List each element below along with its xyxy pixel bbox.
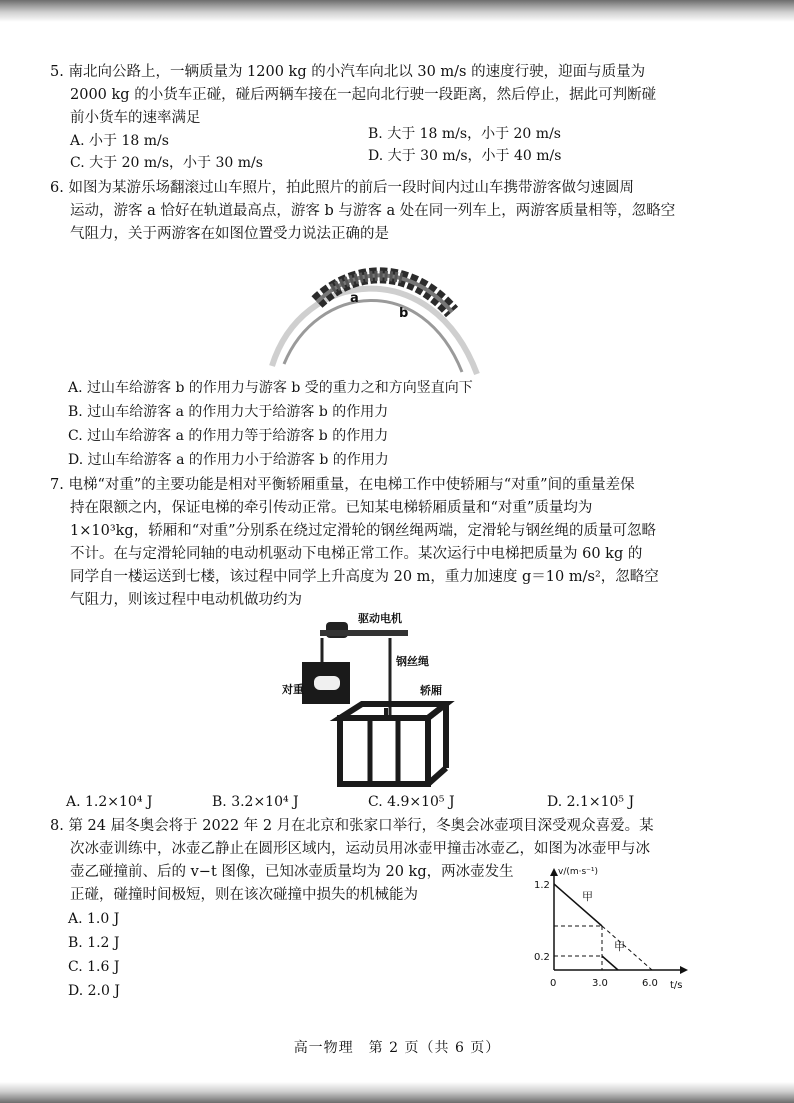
- rider-b-label: b: [399, 306, 409, 321]
- vt-xlabel: t/s: [670, 980, 683, 991]
- page-footer: 高一物理 第 2 页（共 6 页）: [293, 1040, 501, 1056]
- vt-series-label-after: 甲: [614, 940, 625, 953]
- q8-line-1: 8. 第 24 届冬奥会将于 2022 年 2 月在北京和张家口举行，冬奥会冰壶项目深受观众喜爱。某: [50, 818, 654, 834]
- q5-option-c[interactable]: C. 大于 20 m/s，小于 30 m/s: [70, 155, 263, 171]
- rope-label: 钢丝绳: [396, 655, 429, 668]
- vt-xtick-3: 3.0: [592, 978, 608, 989]
- vt-series-label-before: 甲: [582, 890, 593, 903]
- q6-option-a[interactable]: A. 过山车给游客 b 的作用力与游客 b 受的重力之和方向竖直向下: [68, 380, 473, 396]
- motor-label: 驱动电机: [358, 612, 402, 625]
- q8-option-c[interactable]: C. 1.6 J: [68, 959, 120, 975]
- q7-option-a[interactable]: A. 1.2×10⁴ J: [66, 794, 153, 810]
- q6-option-d[interactable]: D. 过山车给游客 a 的作用力小于给游客 b 的作用力: [68, 452, 389, 468]
- rollercoaster-photo: [262, 244, 484, 376]
- q8-option-d[interactable]: D. 2.0 J: [68, 983, 120, 999]
- q7-option-d[interactable]: D. 2.1×10⁵ J: [547, 794, 635, 810]
- vt-ytick-1-2: 1.2: [534, 880, 550, 891]
- counterweight-label: 对重: [282, 683, 304, 696]
- vt-graph: [530, 862, 690, 994]
- q8-line-3: 壶乙碰撞前、后的 v−t 图像，已知冰壶质量均为 20 kg，两冰壶发生: [70, 864, 514, 880]
- q6-line-3: 气阻力，关于两游客在如图位置受力说法正确的是: [70, 226, 389, 242]
- q7-line-6: 气阻力，则该过程中电动机做功约为: [70, 592, 302, 608]
- q7-line-5: 同学自一楼运送到七楼，该过程中同学上升高度为 20 m，重力加速度 g＝10 m/s²，忽略空: [70, 569, 659, 585]
- q7-line-2: 持在限额之内，保证电梯的牵引传动正常。已知某电梯轿厢质量和“对重”质量均为: [70, 500, 593, 516]
- q5-line-1: 5. 南北向公路上，一辆质量为 1200 kg 的小汽车向北以 30 m/s 的速度行驶，迎面与质量为: [50, 64, 646, 80]
- q8-option-b[interactable]: B. 1.2 J: [68, 935, 120, 951]
- q8-option-a[interactable]: A. 1.0 J: [68, 911, 120, 927]
- q8-line-2: 次冰壶训练中，冰壶乙静止在圆形区域内，运动员用冰壶甲撞击冰壶乙，如图为冰壶甲与冰: [70, 841, 650, 857]
- q6-option-c[interactable]: C. 过山车给游客 a 的作用力等于给游客 b 的作用力: [68, 428, 389, 444]
- q7-line-1: 7. 电梯“对重”的主要功能是相对平衡轿厢重量，在电梯工作中使轿厢与“对重”间的重量差保: [50, 477, 635, 493]
- q8-line-4: 正碰，碰撞时间极短，则在该次碰撞中损失的机械能为: [70, 887, 418, 903]
- rider-a-label: a: [350, 291, 359, 306]
- q7-option-b[interactable]: B. 3.2×10⁴ J: [212, 794, 299, 810]
- q7-line-4: 不计。在与定滑轮同轴的电动机驱动下电梯正常工作。某次运行中电梯把质量为 60 kg 的: [70, 546, 643, 562]
- car-label: 轿厢: [420, 684, 442, 697]
- q5-option-a[interactable]: A. 小于 18 m/s: [70, 133, 169, 149]
- scan-shadow-bottom: [0, 1082, 794, 1103]
- vt-ylabel: v/(m·s⁻¹): [558, 867, 599, 877]
- q7-option-c[interactable]: C. 4.9×10⁵ J: [368, 794, 455, 810]
- q5-line-3: 前小货车的速率满足: [70, 110, 201, 126]
- q7-line-3: 1×10³kg，轿厢和“对重”分别系在绕过定滑轮的钢丝绳两端，定滑轮与钢丝绳的质量可忽略: [70, 523, 657, 539]
- q5-option-b[interactable]: B. 大于 18 m/s，小于 20 m/s: [368, 126, 561, 142]
- q5-option-d[interactable]: D. 大于 30 m/s，小于 40 m/s: [368, 148, 562, 164]
- q5-line-2: 2000 kg 的小货车正碰，碰后两辆车接在一起向北行驶一段距离，然后停止，据此可判断碰: [70, 87, 657, 103]
- q6-option-b[interactable]: B. 过山车给游客 a 的作用力大于给游客 b 的作用力: [68, 404, 389, 420]
- vt-origin: 0: [550, 978, 557, 989]
- vt-xtick-6: 6.0: [642, 978, 658, 989]
- elevator-diagram: [278, 608, 478, 793]
- q6-line-1: 6. 如图为某游乐场翻滚过山车照片，拍此照片的前后一段时间内过山车携带游客做匀速圆周: [50, 180, 634, 196]
- q6-line-2: 运动，游客 a 恰好在轨道最高点，游客 b 与游客 a 处在同一列车上，两游客质量相等，忽略空: [70, 203, 676, 219]
- vt-ytick-0-2: 0.2: [534, 952, 550, 963]
- scan-shadow-top: [0, 0, 794, 22]
